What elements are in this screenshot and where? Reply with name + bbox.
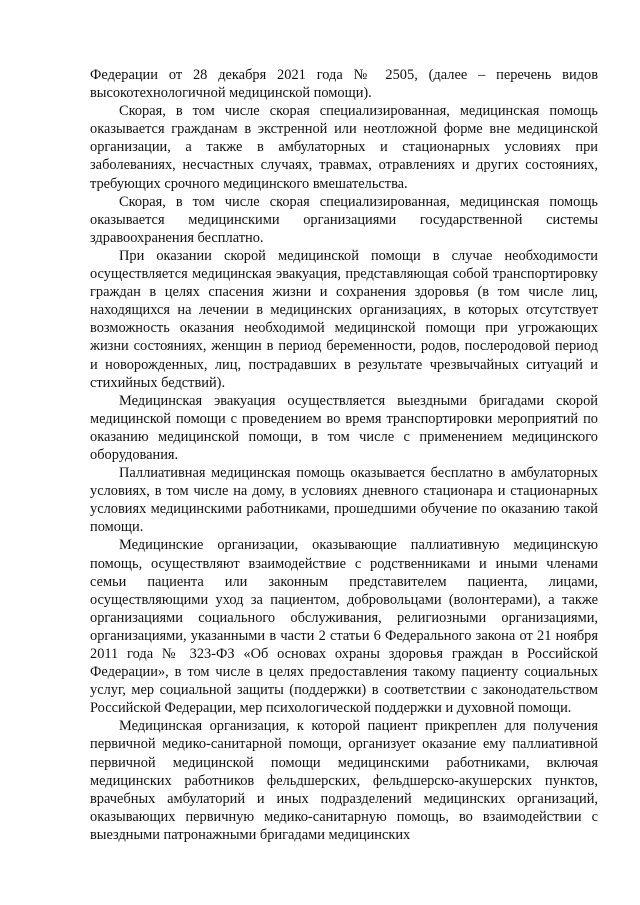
paragraph-medical-evacuation: При оказании скорой медицинской помощи в случае необходимости осуществляется медицинская эвакуация, представляющая собой транспортировку граждан в целях спасения жизни и сохранения здоровья (в том числе лиц, находящихся на лечении в медицинских организациях, в которых отсутствует возможность оказания необходимой медицинской помощи при угрожающих жизни состояниях, женщин в период беременности, родов, послеродовой период и новорожденных, лиц, пострадавших в результате чрезвычайных ситуаций и стихийных бедствий). — [90, 247, 598, 391]
paragraph-primary-care-organization: Медицинская организация, к которой пациент прикреплен для получения первичной медико-санитарной помощи, организует оказание ему паллиативной первичной медицинской помощи медицинскими работниками, включая медицинских работников фельдшерских, фельдшерско-акушерских пунктов, врачебных амбулаторий и иных подразделений медицинских организаций, оказывающих первичную медико-санитарную помощь, во взаимодействии с выездными патронажными бригадами медицинских — [90, 718, 598, 843]
paragraph-continuation: Федерации от 28 декабря 2021 года № 2505, (далее – перечень видов высокотехнологичной медицинской помощи). — [90, 67, 598, 102]
paragraph-palliative-care: Паллиативная медицинская помощь оказывается бесплатно в амбулаторных условиях, в том числе на дому, в условиях дневного стационара и стационарных условиях медицинскими работниками, прошедшими обучение по оказанию такой помощи. — [90, 465, 598, 536]
paragraph-palliative-interaction: Медицинские организации, оказывающие паллиативную медицинскую помощь, осуществляют взаимодействие с родственниками и иными членами семьи пациента или законным представителем пациента, лицами, осуществляющими уход за пациентом, добровольцами (волонтерами), а также организациями социального обслуживания, религиозными организациями, организациями, указанными в части 2 статьи 6 Федерального закона от 21 ноября 2011 года № 323-ФЗ «Об основах охраны здоровья граждан в Российской Федерации», в том числе в целях предоставления такому пациенту социальных услуг, мер социальной защиты (поддержки) в соответствии с законодательством Российской Федерации, мер психологической поддержки и духовной помощи. — [90, 537, 598, 717]
paragraph-emergency-care-free: Скорая, в том числе скорая специализированная, медицинская помощь оказывается медицинскими организациями государственной системы здравоохранения бесплатно. — [90, 193, 598, 246]
paragraph-emergency-care: Скорая, в том числе скорая специализированная, медицинская помощь оказывается гражданам в экстренной или неотложной форме вне медицинской организации, а также в амбулаторных и стационарных условиях при заболеваниях, несчастных случаях, травмах, отравлениях и других состояниях, требующих срочного медицинского вмешательства. — [90, 103, 598, 192]
paragraph-evacuation-teams: Медицинская эвакуация осуществляется выездными бригадами скорой медицинской помощи с проведением во время транспортировки мероприятий по оказанию медицинской помощи, в том числе с применением медицинского оборудования. — [90, 392, 598, 463]
document-body — [90, 66, 598, 844]
